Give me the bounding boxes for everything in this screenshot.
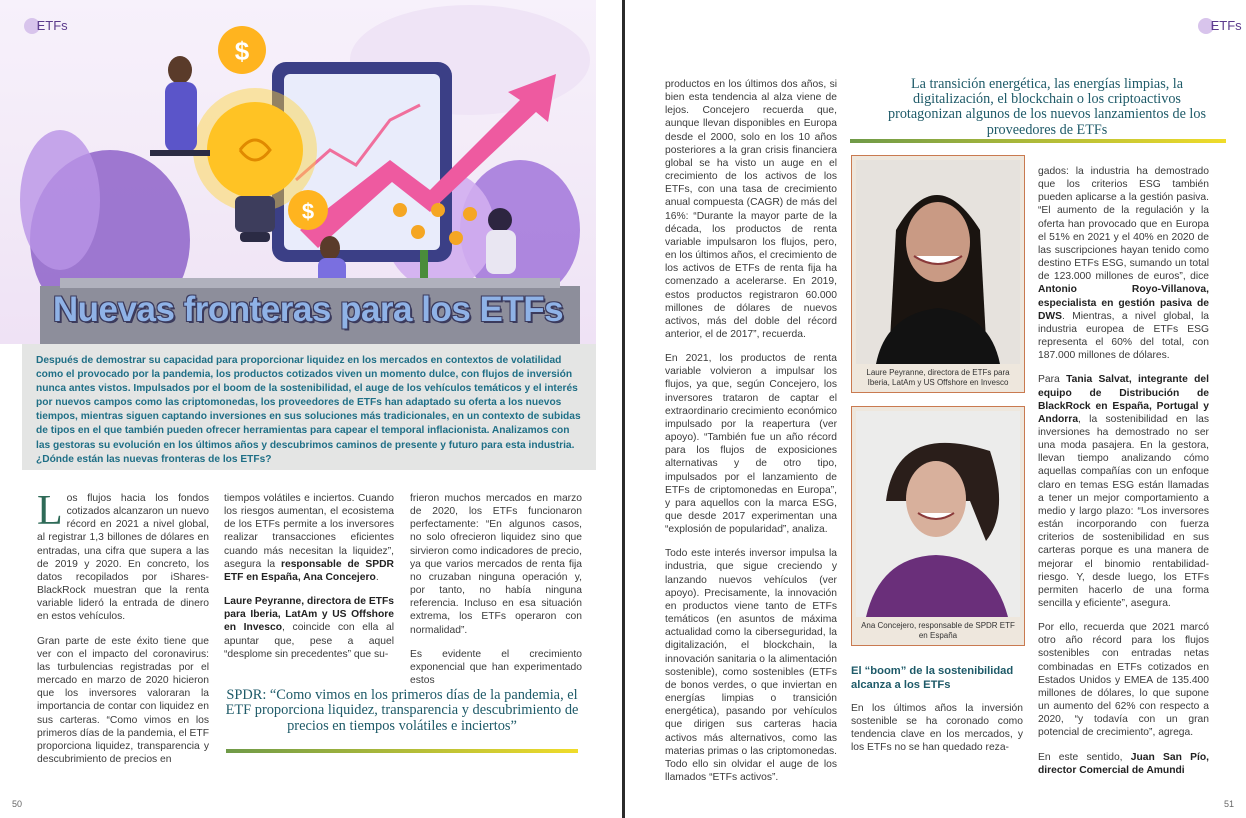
svg-text:$: $	[234, 36, 250, 66]
subhead-sostenibilidad: El “boom” de la sostenibilidad alcanza a los ETFs	[851, 665, 1014, 691]
col4-paragraph-3: Todo este interés inversor impulsa la industria, que sigue creciendo y lanzando nuevos vehículos (ver apoyo). Precisamente, la innovación en productos viene tanto de ETFs temáticos (en asuntos de máxima actualidad como la ciberseguridad, la digitalización, el blockchain, la innovación sanitaria o la alimentación sostenible), como sostenibles (ETFs de bonos verdes, o que inviertan en energías limpias o transición energética), pasando por vehículos que dirigen sus carteras hacia activos más alternativos, como las materias primas o las criptomonedas. Todo ello sin olvidar el auge de los llamados “ETFs activos”.	[665, 548, 837, 783]
col3-paragraph-1: frieron muchos mercados en marzo de 2020, los ETFs funcionaron perfectamente: “En algunos casos, no solo ofrecieron liquidez sino que sirvieron como indicadores de precio, ya que varios mercados de renta fija no cruzaban ninguna operación y, por tanto, no había ninguna referencia. Incluso en esa situación extrema, los ETFs operaron con normalidad”.	[410, 493, 582, 636]
col6-p2-bold: Tania Salvat, integrante del equipo de Distribución de BlackRock en España, Portugal y Andorra	[1038, 374, 1209, 425]
column-5	[851, 702, 1023, 766]
article-headline: Nuevas fronteras para los ETFs	[52, 290, 564, 329]
col3-paragraph-2: Es evidente el crecimiento exponencial que han experimentado estos	[410, 648, 582, 687]
col6-p4-bold: Juan San Pío, director Comercial de Amundi	[1038, 751, 1209, 776]
col6-paragraph-4	[1038, 751, 1209, 777]
photo-ana-concejero	[851, 406, 1025, 646]
col6-paragraph-1	[1038, 165, 1209, 362]
col4-paragraph-1: productos en los últimos dos años, si bien esta tendencia al alza viene de lejos. Concejero recuerda que, aunque llevan disponibles en Europa desde el 2000, solo en los 10 años posteriores a la gran crisis financiera global se ha visto un auge en el crecimiento de los activos de los ETFs, con una tasa de crecimiento anual compuesta (CAGR) de más del 16%: “Durante la mayor parte de la década, los productos de renta variable impulsaron los flujos, pero, en los últimos años, el crecimiento de los activos de ETFs de renta fija ha comenzado a acelerarse. En 2019, estos productos registraron 60.000 millones de dólares de nuevos activos, más del doble del récord anterior, el de 2017”, recuerda.	[665, 79, 837, 340]
col1-paragraph-1	[37, 488, 209, 624]
col2-p1-bold: responsable de SPDR ETF en España, Ana Concejero	[224, 558, 394, 583]
dropcap: L	[37, 488, 63, 534]
pull-quote-right: La transición energética, las energías limpias, la digitalización, el blockchain o los criptoactivos protagonizan algunos de los nuevos lanzamientos de los proveedores de ETFs	[888, 76, 1206, 138]
column-2	[224, 492, 394, 672]
col6-p2-start: Para	[1038, 374, 1067, 386]
portrait-ana-concejero	[856, 411, 1020, 617]
pull-quote-left: SPDR: “Como vimos en los primeros días de la pandemia, el ETF proporciona liquidez, transparencia y descubrimiento de precios en tiempos volátiles e inciertos”	[225, 687, 579, 734]
left-page	[0, 0, 622, 818]
col4-paragraph-2: En 2021, los productos de renta variable volvieron a impulsar los flujos, ya que, según Concejero, los inversores trataron de captar el extraordinario crecimiento económico impulsado por la reapertura (ver apoyo). “También fue un año récord para los flujos de exposiciones alternativas y de otro tipo, impulsados por el lanzamiento de ETFs de criptomonedas en Europa”, y para aquellos con la marca ESG, que desde 2017 experimentan una “explosión de popularidad”, analiza.	[665, 353, 837, 536]
col2-p2-text: , coincide con ella al apuntar que, pese a aquel “desplome sin precedentes” que su-	[224, 622, 394, 660]
photo-laure-peyranne	[851, 155, 1025, 393]
photo1-caption: Laure Peyranne, directora de ETFs para Iberia, LatAm y US Offshore en Invesco	[866, 368, 1010, 387]
pull-quote-left-underline	[226, 749, 578, 753]
col2-p1-end: .	[375, 571, 379, 583]
column-6	[1038, 165, 1209, 788]
col1-paragraph-2: Gran parte de este éxito tiene que ver con el impacto del coronavirus: las turbulencias registradas por el mercado en marzo de 2020 hicieron que los inversores valoraran la importancia de contar con liquidez en sus carteras. “Como vimos en los primeros días de la pandemia, el ETF proporciona liquidez, transparencia y descubrimiento de precios en	[37, 635, 209, 765]
col6-paragraph-3: Por ello, recuerda que 2021 marcó otro año récord para los flujos sostenibles con entradas netas combinadas en ETFs cotizados en Estados Unidos y EMEA de 135.400 millones de dólares, lo que supone un aumento del 62% con respecto a 2020, “y todavía con un gran potencial de crecimiento”, agrega.	[1038, 622, 1209, 739]
col6-paragraph-2	[1038, 373, 1209, 610]
col6-p1-end: . Mientras, a nivel global, la industria europea de ETFs ESG representa el 60% del total, con 187.000 millones de dólares.	[1038, 310, 1209, 362]
col6-p2-text: , la sostenibilidad en las inversiones ha demostrado no ser una moda pasajera. En la gestora, llevan tiempo analizando cómo aquellas compañías con un enfoque claro en temas ESG están llamadas a tener un mejor comportamiento a medio y largo plazo: “Los inversores están incorporando con fuerza criterios de sostenibilidad en sus carteras porque es una manera de mejorar el binomio rentabilidad-riesgo. Y, desde luego, los ETFs permiten hacerlo de una forma sencilla y eficiente”, asegura.	[1038, 413, 1209, 609]
col2-paragraph-1	[224, 492, 394, 584]
col1-p1-text: os flujos hacia los fondos cotizados alcanzaron un nuevo récord en 2021 a nivel global, al registrar 1,3 billones de dólares en entradas, una cifra que supera a las de 2019 y 2020. En concreto, los datos recopilados por iShares-BlackRock muestran que la renta variable lideró la entrada de dinero en estos vehículos.	[37, 493, 209, 623]
photo2-caption: Ana Concejero, responsable de SPDR ETF en España	[861, 621, 1015, 640]
page-number-left: 50	[12, 799, 23, 809]
col2-p1-text: tiempos volátiles e inciertos. Cuando los riesgos aumentan, el ecosistema de los ETFs permite a los inversores realizar transacciones eficientes cuando más necesitan la liquidez”, asegura la	[224, 493, 394, 570]
col2-p2-bold: Laure Peyranne, directora de ETFs para Iberia, LatAm y US Offshore en Invesco	[224, 596, 394, 634]
column-1	[37, 488, 209, 777]
section-tag-label-right: ETFs	[1210, 18, 1242, 34]
col6-p1-text: gados: la industria ha demostrado que los criterios ESG también pueden aplicarse a la gestión pasiva. “El aumento de la regulación y la oferta han provocado que en Europa el 51% en 2021 y el 40% en 2020 de las suscripciones hayan tenido como destino ETFs ESG, sumando un total de 123.000 millones de euros”, dice	[1038, 166, 1209, 283]
col2-paragraph-2	[224, 595, 394, 661]
col5-paragraph-1: En los últimos años la inversión sostenible se ha coronado como tendencia clave en los mercados, y los ETFs no se han quedado reza-	[851, 703, 1023, 754]
section-tag	[24, 17, 68, 34]
page-number-right: 51	[1223, 799, 1234, 809]
svg-text:$: $	[301, 199, 315, 224]
col6-p4-start: En este sentido,	[1038, 751, 1131, 763]
section-tag-right	[1198, 17, 1242, 34]
pull-quote-right-underline	[850, 139, 1226, 143]
section-tag-label: ETFs	[36, 18, 68, 34]
col6-p1-bold: Antonio Royo-Villanova, especialista en gestión pasiva de DWS	[1038, 284, 1209, 322]
portrait-laure-peyranne	[856, 160, 1020, 364]
right-page	[625, 0, 1246, 818]
article-intro: Después de demostrar su capacidad para proporcionar liquidez en los mercados en contextos de volatilidad como el provocado por la pandemia, los productos cotizados viven un momento dulce, con flujos de inversión nunca antes vistos. Impulsados por el boom de la sostenibilidad, el auge de los vehículos temáticos y el interés por nuevos campos como las criptomonedas, los proveedores de ETFs han adaptado su oferta a los nuevos tiempos, mientras siguen captando inversiones en sus soluciones más tradicionales, en un contexto de subidas de tipos en el que también pueden ofrecer herramientas para capear el temporal inflacionista. Analizamos con las gestoras su evolución en los últimos años y descubrimos caminos de presente y futuro para esta industria. ¿Dónde están las nuevas fronteras de los ETFs?	[22, 344, 596, 470]
column-3	[410, 492, 582, 698]
column-4	[665, 78, 837, 795]
